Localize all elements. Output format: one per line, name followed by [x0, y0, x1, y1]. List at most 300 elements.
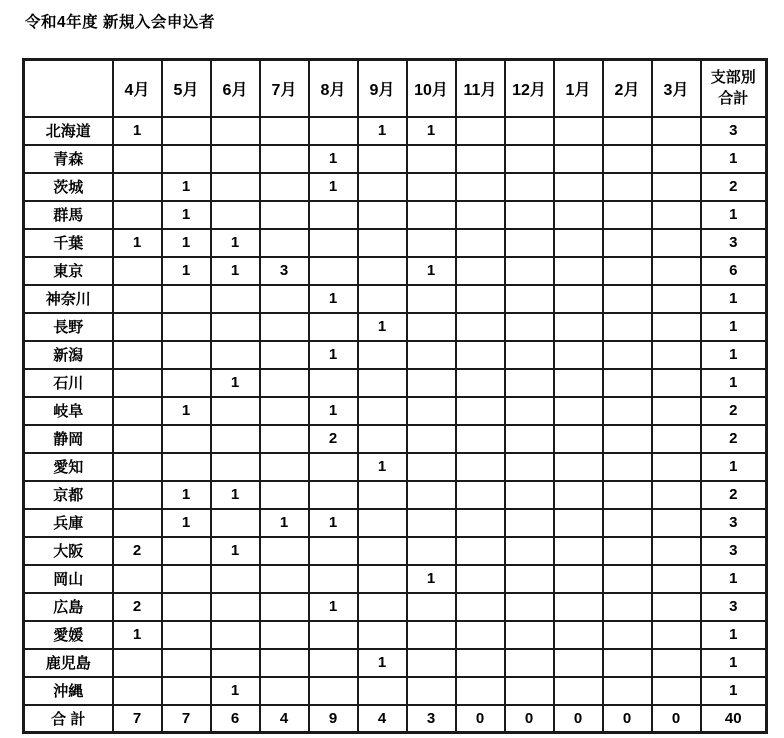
data-cell	[309, 565, 358, 593]
row-total-cell: 2	[701, 425, 767, 453]
row-label: 新潟	[24, 341, 113, 369]
table-row	[24, 481, 767, 509]
data-cell	[603, 621, 652, 649]
data-cell	[652, 341, 701, 369]
table-row	[24, 509, 767, 537]
data-cell	[456, 313, 505, 341]
data-cell	[554, 425, 603, 453]
data-cell	[603, 229, 652, 257]
totals-row	[24, 705, 767, 733]
data-cell	[652, 229, 701, 257]
table-row	[24, 117, 767, 145]
data-cell: 1	[407, 117, 456, 145]
data-cell	[211, 173, 260, 201]
data-cell	[407, 313, 456, 341]
row-label: 東京	[24, 257, 113, 285]
row-label: 岡山	[24, 565, 113, 593]
data-cell: 1	[309, 397, 358, 425]
data-cell	[603, 173, 652, 201]
data-cell: 1	[211, 481, 260, 509]
data-cell	[603, 425, 652, 453]
data-cell: 1	[211, 369, 260, 397]
data-cell: 2	[113, 593, 162, 621]
data-cell	[652, 397, 701, 425]
grand-total-cell: 40	[701, 705, 767, 733]
data-cell: 1	[309, 341, 358, 369]
data-cell	[309, 537, 358, 565]
data-cell	[113, 425, 162, 453]
data-cell	[603, 509, 652, 537]
row-label: 大阪	[24, 537, 113, 565]
month-column-header: 9月	[358, 60, 407, 117]
data-cell	[113, 313, 162, 341]
data-cell: 1	[358, 649, 407, 677]
data-cell	[554, 677, 603, 705]
data-cell	[652, 369, 701, 397]
data-cell	[505, 537, 554, 565]
row-label: 長野	[24, 313, 113, 341]
table-row	[24, 145, 767, 173]
data-cell	[603, 537, 652, 565]
data-cell	[456, 369, 505, 397]
table-row	[24, 173, 767, 201]
table-row	[24, 397, 767, 425]
data-cell: 2	[113, 537, 162, 565]
data-cell	[456, 425, 505, 453]
data-cell	[603, 201, 652, 229]
data-cell	[652, 593, 701, 621]
data-cell	[358, 677, 407, 705]
data-cell	[652, 285, 701, 313]
table-row	[24, 453, 767, 481]
data-cell: 1	[260, 509, 309, 537]
data-cell: 1	[211, 229, 260, 257]
row-total-cell: 1	[701, 341, 767, 369]
data-cell	[358, 425, 407, 453]
data-cell	[113, 481, 162, 509]
row-label: 石川	[24, 369, 113, 397]
data-cell	[456, 537, 505, 565]
data-cell	[456, 621, 505, 649]
data-cell: 0	[554, 705, 603, 733]
data-cell	[260, 117, 309, 145]
data-cell: 0	[505, 705, 554, 733]
month-column-header: 11月	[456, 60, 505, 117]
data-cell: 9	[309, 705, 358, 733]
month-column-header: 5月	[162, 60, 211, 117]
data-cell: 1	[162, 201, 211, 229]
row-total-cell: 3	[701, 593, 767, 621]
data-cell	[456, 285, 505, 313]
data-cell	[358, 285, 407, 313]
data-cell	[113, 341, 162, 369]
table-row	[24, 201, 767, 229]
data-cell	[407, 201, 456, 229]
data-cell	[260, 453, 309, 481]
data-cell	[260, 369, 309, 397]
row-total-cell: 1	[701, 453, 767, 481]
data-cell	[162, 341, 211, 369]
data-cell	[358, 537, 407, 565]
table-row	[24, 565, 767, 593]
data-cell: 4	[358, 705, 407, 733]
data-cell	[260, 621, 309, 649]
data-cell	[554, 453, 603, 481]
data-cell	[162, 621, 211, 649]
data-cell	[603, 677, 652, 705]
table-row	[24, 649, 767, 677]
data-cell	[358, 201, 407, 229]
data-cell	[260, 173, 309, 201]
row-label: 愛媛	[24, 621, 113, 649]
data-cell	[260, 145, 309, 173]
row-total-cell: 1	[701, 285, 767, 313]
data-cell: 0	[456, 705, 505, 733]
data-cell	[456, 453, 505, 481]
data-cell	[211, 649, 260, 677]
month-column-header: 10月	[407, 60, 456, 117]
data-cell	[211, 313, 260, 341]
data-cell	[456, 145, 505, 173]
data-cell: 0	[652, 705, 701, 733]
data-cell: 1	[211, 537, 260, 565]
data-cell	[113, 145, 162, 173]
data-cell	[211, 397, 260, 425]
data-cell	[309, 117, 358, 145]
row-total-cell: 2	[701, 173, 767, 201]
data-cell	[554, 621, 603, 649]
table-row	[24, 285, 767, 313]
data-cell	[260, 565, 309, 593]
data-cell	[456, 481, 505, 509]
data-cell	[407, 677, 456, 705]
data-cell	[505, 677, 554, 705]
month-column-header: 2月	[603, 60, 652, 117]
data-cell	[505, 621, 554, 649]
table-row	[24, 537, 767, 565]
data-cell	[309, 229, 358, 257]
data-cell	[113, 565, 162, 593]
data-cell: 1	[162, 173, 211, 201]
data-cell	[260, 201, 309, 229]
data-cell	[407, 173, 456, 201]
data-cell	[260, 285, 309, 313]
data-cell	[554, 285, 603, 313]
data-cell	[211, 593, 260, 621]
data-cell	[456, 649, 505, 677]
data-cell	[456, 173, 505, 201]
table-row	[24, 257, 767, 285]
data-cell: 1	[211, 257, 260, 285]
data-cell	[603, 397, 652, 425]
data-cell	[505, 117, 554, 145]
data-cell	[554, 593, 603, 621]
data-cell	[652, 201, 701, 229]
data-cell	[358, 509, 407, 537]
data-cell: 1	[309, 285, 358, 313]
data-cell	[113, 369, 162, 397]
row-total-cell: 1	[701, 369, 767, 397]
data-cell	[358, 145, 407, 173]
row-label: 茨城	[24, 173, 113, 201]
data-cell	[309, 481, 358, 509]
row-label: 青森	[24, 145, 113, 173]
data-cell: 1	[309, 509, 358, 537]
data-cell	[554, 117, 603, 145]
data-cell	[309, 621, 358, 649]
data-cell	[554, 257, 603, 285]
data-cell	[407, 481, 456, 509]
data-cell	[603, 481, 652, 509]
data-cell	[358, 341, 407, 369]
data-cell	[113, 397, 162, 425]
row-total-cell: 6	[701, 257, 767, 285]
row-label: 群馬	[24, 201, 113, 229]
data-cell	[162, 649, 211, 677]
total-header-line1: 支部別	[710, 68, 756, 86]
data-cell	[456, 509, 505, 537]
data-cell	[652, 453, 701, 481]
data-cell	[554, 369, 603, 397]
data-cell	[113, 677, 162, 705]
data-cell	[456, 201, 505, 229]
totals-row-label: 合 計	[24, 705, 113, 733]
data-cell	[113, 285, 162, 313]
data-cell	[162, 425, 211, 453]
data-cell	[554, 313, 603, 341]
row-total-cell: 1	[701, 313, 767, 341]
data-cell: 7	[162, 705, 211, 733]
data-cell	[358, 565, 407, 593]
data-cell	[113, 649, 162, 677]
data-cell	[505, 173, 554, 201]
data-cell: 1	[358, 453, 407, 481]
data-cell	[505, 257, 554, 285]
table-row	[24, 313, 767, 341]
data-cell	[505, 649, 554, 677]
data-cell	[162, 313, 211, 341]
data-cell	[554, 229, 603, 257]
data-cell	[505, 481, 554, 509]
data-cell	[505, 509, 554, 537]
data-cell	[456, 229, 505, 257]
data-cell	[113, 453, 162, 481]
data-cell	[260, 425, 309, 453]
data-cell	[358, 173, 407, 201]
data-cell	[652, 621, 701, 649]
table-row	[24, 593, 767, 621]
data-cell	[358, 621, 407, 649]
data-cell	[603, 593, 652, 621]
data-cell	[309, 677, 358, 705]
row-total-cell: 1	[701, 201, 767, 229]
data-cell	[260, 481, 309, 509]
data-cell: 1	[407, 257, 456, 285]
data-cell	[554, 509, 603, 537]
data-cell	[652, 537, 701, 565]
row-label: 神奈川	[24, 285, 113, 313]
data-cell	[505, 341, 554, 369]
data-cell	[162, 453, 211, 481]
data-cell	[407, 453, 456, 481]
data-cell	[358, 397, 407, 425]
data-cell	[211, 285, 260, 313]
data-cell: 1	[211, 677, 260, 705]
data-cell	[211, 453, 260, 481]
month-column-header: 1月	[554, 60, 603, 117]
data-cell: 0	[603, 705, 652, 733]
data-cell: 1	[162, 257, 211, 285]
data-cell	[309, 257, 358, 285]
data-cell	[505, 453, 554, 481]
page-title: 令和4年度 新規入会申込者	[25, 14, 215, 31]
data-cell	[554, 649, 603, 677]
data-cell: 2	[309, 425, 358, 453]
data-cell	[603, 117, 652, 145]
month-column-header: 8月	[309, 60, 358, 117]
data-cell	[407, 285, 456, 313]
data-cell	[603, 453, 652, 481]
data-cell	[260, 537, 309, 565]
data-cell	[554, 397, 603, 425]
data-cell	[505, 285, 554, 313]
data-cell	[260, 397, 309, 425]
data-cell	[505, 397, 554, 425]
data-cell	[358, 593, 407, 621]
data-cell	[652, 173, 701, 201]
data-cell	[554, 341, 603, 369]
data-cell	[554, 201, 603, 229]
data-cell	[456, 341, 505, 369]
data-cell: 1	[162, 509, 211, 537]
data-cell	[113, 173, 162, 201]
data-cell	[162, 677, 211, 705]
data-cell	[652, 677, 701, 705]
data-cell	[260, 649, 309, 677]
data-cell	[652, 481, 701, 509]
data-cell	[505, 369, 554, 397]
row-label: 北海道	[24, 117, 113, 145]
data-cell	[358, 229, 407, 257]
data-cell	[260, 313, 309, 341]
month-column-header: 4月	[113, 60, 162, 117]
row-label: 千葉	[24, 229, 113, 257]
data-cell	[260, 229, 309, 257]
row-total-cell: 1	[701, 621, 767, 649]
data-cell	[162, 369, 211, 397]
row-total-cell: 3	[701, 117, 767, 145]
data-cell	[162, 145, 211, 173]
row-total-cell: 1	[701, 145, 767, 173]
data-cell	[407, 593, 456, 621]
row-total-cell: 2	[701, 397, 767, 425]
data-cell	[652, 565, 701, 593]
data-cell	[652, 649, 701, 677]
data-cell	[505, 145, 554, 173]
data-cell: 1	[309, 173, 358, 201]
data-cell	[309, 201, 358, 229]
data-cell	[211, 117, 260, 145]
data-cell: 1	[162, 481, 211, 509]
data-cell	[456, 257, 505, 285]
data-cell: 1	[162, 397, 211, 425]
row-total-cell: 1	[701, 565, 767, 593]
data-cell	[505, 565, 554, 593]
data-cell	[603, 145, 652, 173]
data-cell	[407, 229, 456, 257]
table-row	[24, 341, 767, 369]
data-cell	[162, 537, 211, 565]
data-cell	[407, 425, 456, 453]
table-row	[24, 229, 767, 257]
data-cell	[407, 537, 456, 565]
data-cell	[407, 649, 456, 677]
data-cell	[113, 257, 162, 285]
data-cell	[407, 397, 456, 425]
data-cell	[162, 117, 211, 145]
row-label: 岐阜	[24, 397, 113, 425]
data-cell	[162, 565, 211, 593]
data-cell	[456, 677, 505, 705]
data-cell	[162, 593, 211, 621]
month-column-header: 6月	[211, 60, 260, 117]
membership-table	[22, 58, 768, 734]
data-cell	[554, 145, 603, 173]
data-cell	[603, 313, 652, 341]
data-cell	[211, 509, 260, 537]
data-cell: 6	[211, 705, 260, 733]
data-cell: 1	[309, 593, 358, 621]
data-cell	[407, 145, 456, 173]
data-cell	[456, 593, 505, 621]
data-cell	[260, 593, 309, 621]
data-cell	[554, 173, 603, 201]
data-cell	[554, 537, 603, 565]
month-column-header: 12月	[505, 60, 554, 117]
data-cell	[554, 481, 603, 509]
table-row	[24, 621, 767, 649]
data-cell: 1	[407, 565, 456, 593]
data-cell	[211, 201, 260, 229]
data-cell: 4	[260, 705, 309, 733]
data-cell	[603, 341, 652, 369]
data-cell	[358, 481, 407, 509]
data-cell: 1	[113, 621, 162, 649]
corner-cell	[24, 60, 113, 117]
data-cell	[113, 509, 162, 537]
data-cell: 1	[162, 229, 211, 257]
data-cell	[309, 453, 358, 481]
data-cell: 1	[113, 229, 162, 257]
data-cell	[407, 509, 456, 537]
data-cell	[407, 341, 456, 369]
data-cell	[211, 565, 260, 593]
data-cell	[358, 369, 407, 397]
row-label: 静岡	[24, 425, 113, 453]
data-cell	[603, 285, 652, 313]
row-total-cell: 1	[701, 649, 767, 677]
row-label: 鹿児島	[24, 649, 113, 677]
data-cell	[505, 313, 554, 341]
data-cell	[456, 397, 505, 425]
data-cell	[162, 285, 211, 313]
data-cell	[309, 313, 358, 341]
data-cell	[652, 313, 701, 341]
data-cell: 1	[113, 117, 162, 145]
row-label: 兵庫	[24, 509, 113, 537]
data-cell	[358, 257, 407, 285]
data-cell	[505, 593, 554, 621]
